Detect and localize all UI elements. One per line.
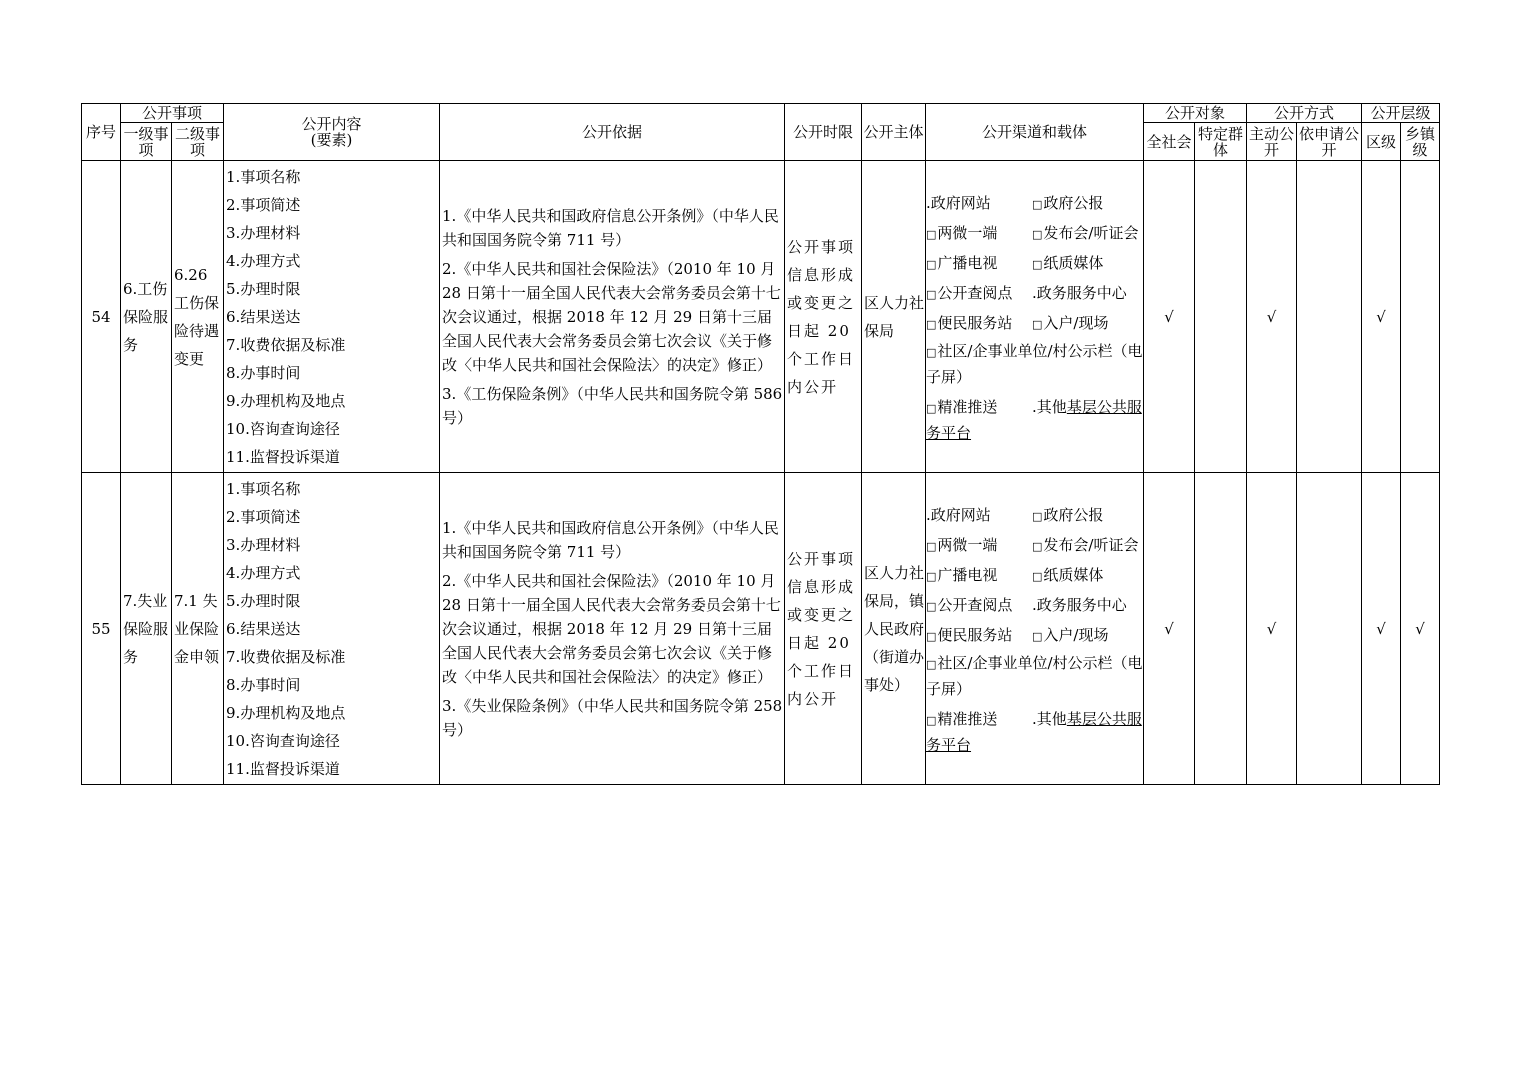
content-item: 3.办理材料 [226,535,301,554]
channel-two-one: □ 两微一端 [926,219,1032,249]
cell-channels [926,473,1144,785]
cell-content-items [224,161,440,473]
header-level-district: 区级 [1362,123,1401,161]
content-item: 11.监督投诉渠道 [226,447,340,466]
channel-service-center: . 政务服务中心 [1032,591,1127,621]
channel-board: □ 社区/企事业单位/村公示栏（电子屏） [926,339,1143,389]
cell-level-town: √ [1401,473,1440,785]
basis-item: 2.《中华人民共和国社会保险法》（2010 年 10 月 28 日第十一届全国人民代表大会常务委员会第十七次会议通过，根据 2018 年 12 月 29 日第十三届全国人民代表大会常务委员会第七次会议《关于修改〈中华人民共和国社会保险法〉的决定》修正） [442,571,781,686]
cell-subject: 区人力社保局，镇人民政府（街道办事处） [862,473,926,785]
content-item: 2.事项简述 [226,195,301,214]
header-time-limit: 公开时限 [785,104,862,161]
header-level1: 一级事项 [121,123,172,161]
header-method-active: 主动公开 [1247,123,1297,161]
channel-gov-bulletin: □ 政府公报 [1032,501,1103,531]
channel-reading: □ 公开查阅点 [926,279,1032,309]
channel-station: □ 便民服务站 [926,621,1032,651]
cell-level-district: √ [1362,473,1401,785]
cell-target-all: √ [1144,473,1195,785]
channel-household: □ 入户/现场 [1032,309,1108,339]
content-item: 1.事项名称 [226,479,301,498]
cell-basis [440,473,785,785]
header-method-group: 公开方式 [1247,104,1362,123]
cell-level1: 7.失业保险服务 [121,473,172,785]
content-item: 8.办事时间 [226,675,301,694]
cell-target-specific [1195,161,1247,473]
channel-other: . 其他 [1032,398,1067,416]
channel-gov-site: . 政府网站 [926,501,1032,531]
header-seq: 序号 [82,104,121,161]
content-item: 10.咨询查询途径 [226,419,340,438]
header-level2: 二级事项 [172,123,224,161]
basis-item: 3.《失业保险条例》（中华人民共和国务院令第 258 号） [442,696,783,739]
content-item: 5.办理时限 [226,279,301,298]
content-item: 6.结果送达 [226,619,301,638]
cell-method-request [1297,161,1362,473]
cell-level-district: √ [1362,161,1401,473]
header-target-specific: 特定群体 [1195,123,1247,161]
cell-method-active: √ [1247,161,1297,473]
content-item: 9.办理机构及地点 [226,703,346,722]
channel-gov-site: . 政府网站 [926,189,1032,219]
cell-target-specific [1195,473,1247,785]
header-matter-group: 公开事项 [121,104,224,123]
basis-item: 3.《工伤保险条例》（中华人民共和国务院令第 586 号） [442,384,783,427]
channel-paper: □ 纸质媒体 [1032,561,1103,591]
content-item: 7.收费依据及标准 [226,335,346,354]
header-target-group: 公开对象 [1144,104,1247,123]
channel-press: □ 发布会/听证会 [1032,531,1138,561]
table-row [82,161,1440,473]
channel-board: □ 社区/企事业单位/村公示栏（电子屏） [926,651,1143,701]
channel-press: □ 发布会/听证会 [1032,219,1138,249]
cell-method-active: √ [1247,473,1297,785]
content-item: 9.办理机构及地点 [226,391,346,410]
cell-content-items [224,473,440,785]
header-subject: 公开主体 [862,104,926,161]
content-item: 7.收费依据及标准 [226,647,346,666]
channel-paper: □ 纸质媒体 [1032,249,1103,279]
channel-push: □ 精准推送 [926,395,1032,421]
content-item: 1.事项名称 [226,167,301,186]
channel-push: □ 精准推送 [926,707,1032,733]
cell-seq: 54 [82,161,121,473]
content-item: 4.办理方式 [226,251,301,270]
cell-method-request [1297,473,1362,785]
content-item: 6.结果送达 [226,307,301,326]
basis-item: 1.《中华人民共和国政府信息公开条例》（中华人民共和国国务院令第 711 号） [442,518,779,561]
content-item: 3.办理材料 [226,223,301,242]
basis-item: 1.《中华人民共和国政府信息公开条例》（中华人民共和国国务院令第 711 号） [442,206,779,249]
cell-level2: 7.1 失业保险金申领 [172,473,224,785]
channel-broadcast: □ 广播电视 [926,561,1032,591]
content-item: 5.办理时限 [226,591,301,610]
channel-gov-bulletin: □ 政府公报 [1032,189,1103,219]
channel-other-value: 基层公共服务平台 [926,397,1142,442]
cell-time-limit: 公开事项信息形成或变更之日起 20 个工作日内公开 [785,473,862,785]
table-row [82,473,1440,785]
header-content-line2: (要素) [310,131,353,149]
header-content-line1: 公开内容 [301,115,362,133]
cell-level1: 6.工伤保险服务 [121,161,172,473]
header-method-request: 依申请公开 [1297,123,1362,161]
header-content [224,104,440,161]
header-level-group: 公开层级 [1362,104,1440,123]
content-item: 10.咨询查询途径 [226,731,340,750]
content-item: 4.办理方式 [226,563,301,582]
channel-broadcast: □ 广播电视 [926,249,1032,279]
channel-other-value: 基层公共服务平台 [926,709,1142,754]
channel-station: □ 便民服务站 [926,309,1032,339]
cell-seq: 55 [82,473,121,785]
header-target-all: 全社会 [1144,123,1195,161]
header-level-town: 乡镇级 [1401,123,1440,161]
channel-other: . 其他 [1032,710,1067,728]
cell-level-town [1401,161,1440,473]
content-item: 8.办事时间 [226,363,301,382]
cell-target-all: √ [1144,161,1195,473]
header-channels: 公开渠道和载体 [926,104,1144,161]
basis-item: 2.《中华人民共和国社会保险法》（2010 年 10 月 28 日第十一届全国人民代表大会常务委员会第十七次会议通过，根据 2018 年 12 月 29 日第十三届全国人民代表大会常务委员会第七次会议《关于修改〈中华人民共和国社会保险法〉的决定》修正） [442,259,781,374]
disclosure-table [81,103,1440,785]
cell-basis [440,161,785,473]
cell-subject: 区人力社保局 [862,161,926,473]
channel-reading: □ 公开查阅点 [926,591,1032,621]
content-item: 2.事项简述 [226,507,301,526]
channel-household: □ 入户/现场 [1032,621,1108,651]
cell-channels [926,161,1144,473]
channel-two-one: □ 两微一端 [926,531,1032,561]
cell-time-limit: 公开事项信息形成或变更之日起 20 个工作日内公开 [785,161,862,473]
content-item: 11.监督投诉渠道 [226,759,340,778]
channel-service-center: . 政务服务中心 [1032,279,1127,309]
header-basis: 公开依据 [440,104,785,161]
cell-level2: 6.26 工伤保险待遇变更 [172,161,224,473]
